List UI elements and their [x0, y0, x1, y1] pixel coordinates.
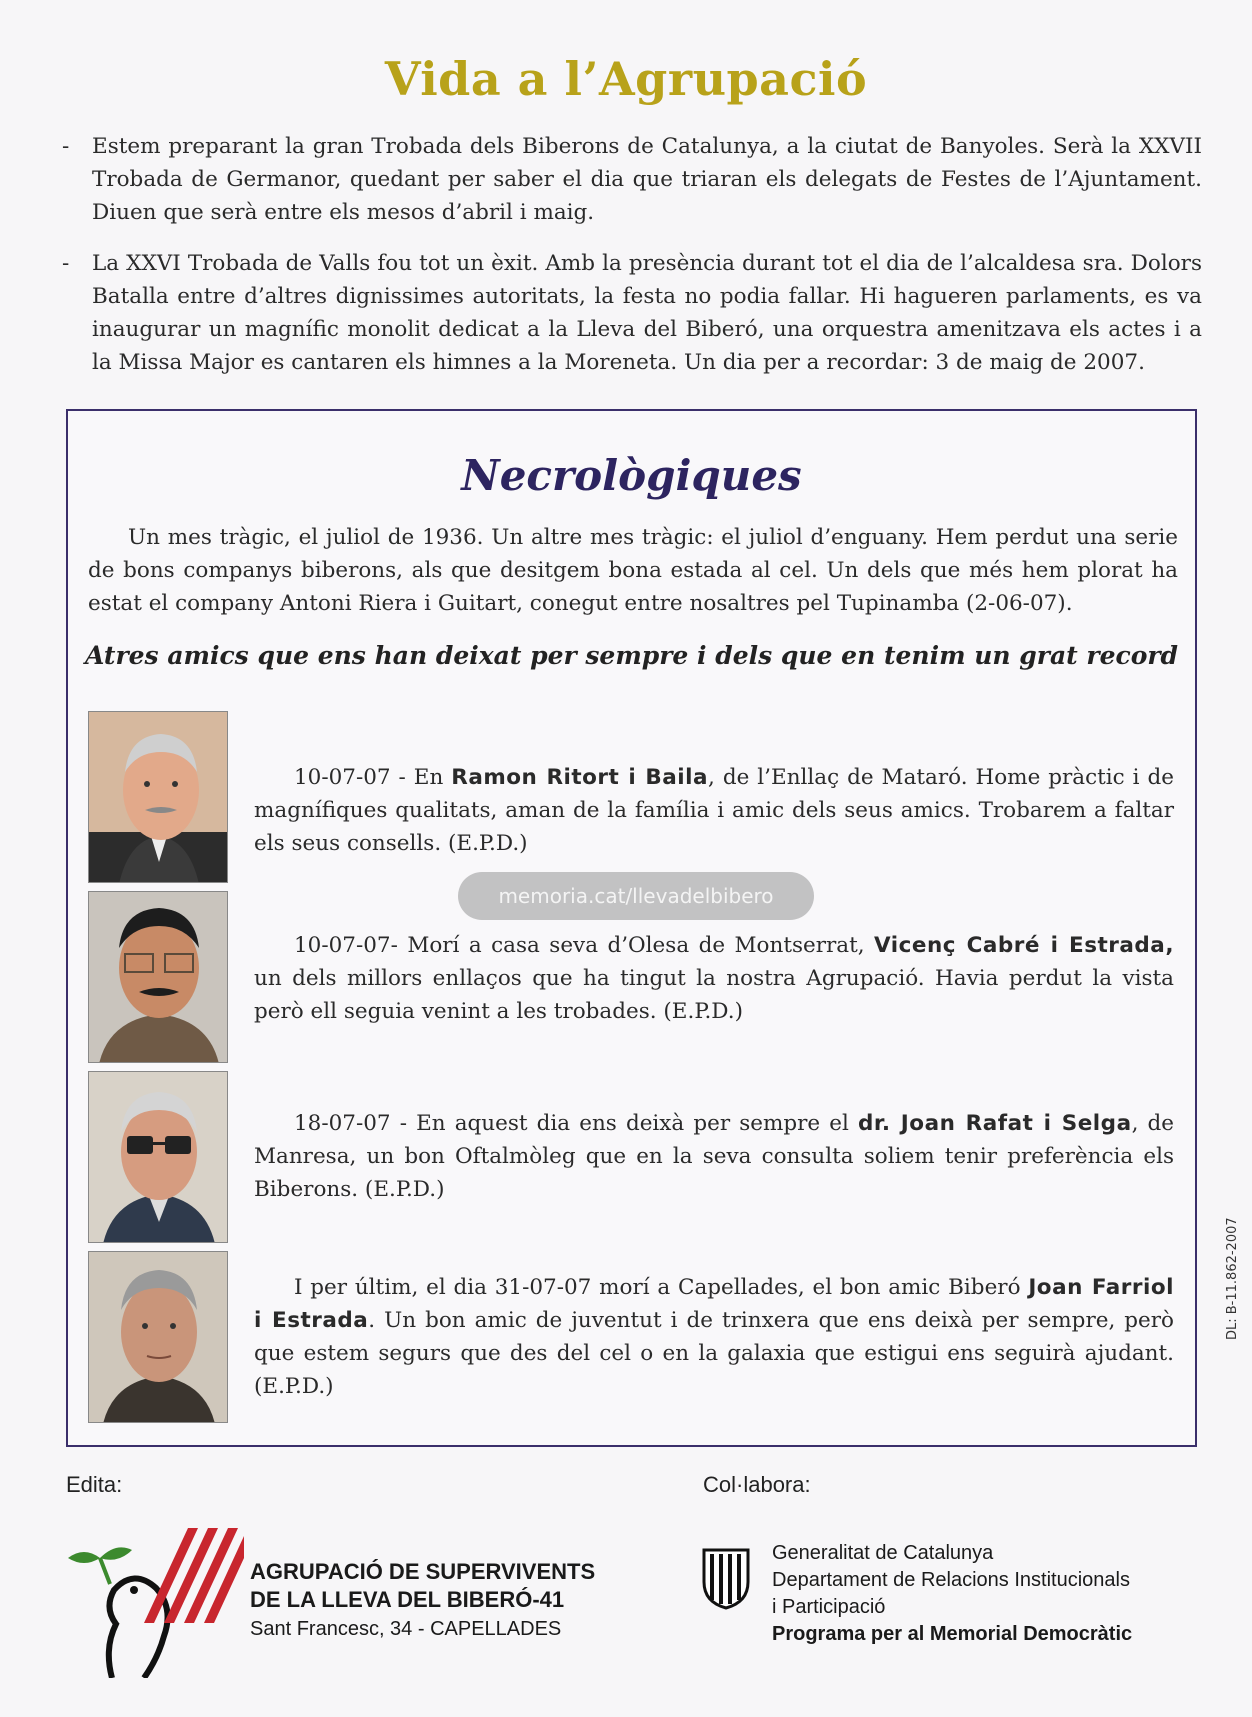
obituary-entry	[88, 1251, 1178, 1423]
generalitat-shield-icon	[700, 1546, 752, 1610]
portrait-photo-ritort	[88, 711, 228, 883]
collaborator-line3: i Participació	[772, 1596, 886, 1618]
obituary-entry	[88, 711, 1178, 883]
portrait-photo-farriol	[88, 1251, 228, 1423]
news-item	[62, 247, 1202, 379]
obituary-text	[254, 1271, 1174, 1403]
publisher-name-line2: DE LA LLEVA DEL BIBERÓ-41	[250, 1587, 565, 1612]
collabora-label: Col·labora:	[703, 1472, 811, 1497]
bullet-marker: -	[62, 251, 70, 276]
news-text: La XXVI Trobada de Valls fou tot un èxit. Amb la presència durant tot el dia de l’alcaldesa sra. Dolors Batalla entre d’altres dignissimes autoritats, la festa no podia fallar. Hi hagueren parlaments, es va inaugurar un magnífic monolit dedicat a la Lleva del Biberó, una orquestra amenitzava els actes i a la Missa Major es cantaren els himnes a la Moreneta. Un dia per a recordar: 3 de maig de 2007.	[92, 251, 1202, 375]
obituary-text	[254, 761, 1174, 860]
obituary-name: Ramon Ritort i Baila	[451, 765, 709, 790]
publisher-address: Sant Francesc, 34 - CAPELLADES	[250, 1618, 562, 1640]
obituary-date: 10-07-07- Morí a casa seva d’Olesa de Montserrat,	[294, 933, 875, 958]
obituary-body: , de l’Enllaç de Mataró. Home pràctic i de magnífiques qualitats, aman de la família i amic dels seus amics. Trobarem a faltar els seus consells. (E.P.D.)	[254, 765, 1174, 856]
obituary-date: I per últim, el dia 31-07-07 morí a Capellades, el bon amic Biberó	[294, 1275, 1029, 1300]
bullet-marker: -	[62, 134, 70, 159]
publisher-name-line1: AGRUPACIÓ DE SUPERVIVENTS	[250, 1559, 596, 1584]
obituaries-intro: Un mes tràgic, el juliol de 1936. Un altre mes tràgic: el juliol d’enguany. Hem perdut una serie de bons companys biberons, als que desitgem bona estada al cel. Un dels que més hem plorat ha estat el company Antoni Riera i Guitart, conegut entre nosaltres pel Tupinamba (2-06-07).	[88, 525, 1178, 616]
collaborator-line2: Departament de Relacions Institucionals	[772, 1569, 1130, 1591]
obituary-name: Joan Farriol i Estrada	[254, 1275, 1174, 1333]
portrait-photo-rafat	[88, 1071, 228, 1243]
obituary-name: Vicenç Cabré i Estrada,	[874, 933, 1174, 958]
obituary-text	[254, 1107, 1174, 1206]
collaborator-text	[772, 1540, 1132, 1648]
news-item	[62, 130, 1202, 229]
obituary-body: un dels millors enllaços que ha tingut la nostra Agrupació. Havia perdut la vista però ell seguia venint a les trobades. (E.P.D.)	[254, 966, 1174, 1024]
collaborator-program: Programa per al Memorial Democràtic	[772, 1623, 1133, 1645]
obituary-entry	[88, 1071, 1178, 1243]
obituary-body: . Un bon amic de juventut i de trinxera que ens deixà per sempre, però que estem segurs que des del cel o en la galaxia que estigui ens seguirà ajudant. (E.P.D.)	[254, 1308, 1174, 1399]
obituaries-box	[66, 409, 1197, 1447]
bird-stripes-logo-icon	[64, 1528, 244, 1678]
obituary-date: 10-07-07 - En	[294, 765, 452, 790]
obituary-body: , de Manresa, un bon Oftalmòleg que en la seva consulta soliem tenir preferència els Biberons. (E.P.D.)	[254, 1111, 1175, 1202]
news-text: Estem preparant la gran Trobada dels Biberons de Catalunya, a la ciutat de Banyoles. Serà la XXVII Trobada de Germanor, quedant per saber el dia que triaran els delegats de Festes de l’Ajuntament. Diuen que serà entre els mesos d’abril i maig.	[92, 134, 1202, 225]
obituaries-subtitle: Atres amics que ens han deixat per sempre i dels que en tenim un grat record	[84, 641, 1179, 670]
edita-label: Edita:	[66, 1472, 123, 1497]
obituaries-title: Necrològiques	[461, 451, 802, 500]
page-title: Vida a l’Agrupació	[384, 52, 868, 106]
publisher-text	[250, 1558, 595, 1644]
obituary-text	[254, 929, 1174, 1028]
obituary-date: 18-07-07 - En aquest dia ens deixà per sempre el	[294, 1111, 858, 1136]
collaborator-line1: Generalitat de Catalunya	[772, 1542, 994, 1564]
news-list	[62, 130, 1202, 397]
publisher-block	[64, 1528, 664, 1678]
legal-deposit: DL: B-11.862-2007	[1225, 1217, 1240, 1340]
watermark-link[interactable]: memoria.cat/llevadelbibero	[458, 872, 814, 920]
obituary-name: dr. Joan Rafat i Selga	[857, 1111, 1132, 1136]
collaborator-block	[700, 1540, 1220, 1680]
portrait-photo-cabre	[88, 891, 228, 1063]
